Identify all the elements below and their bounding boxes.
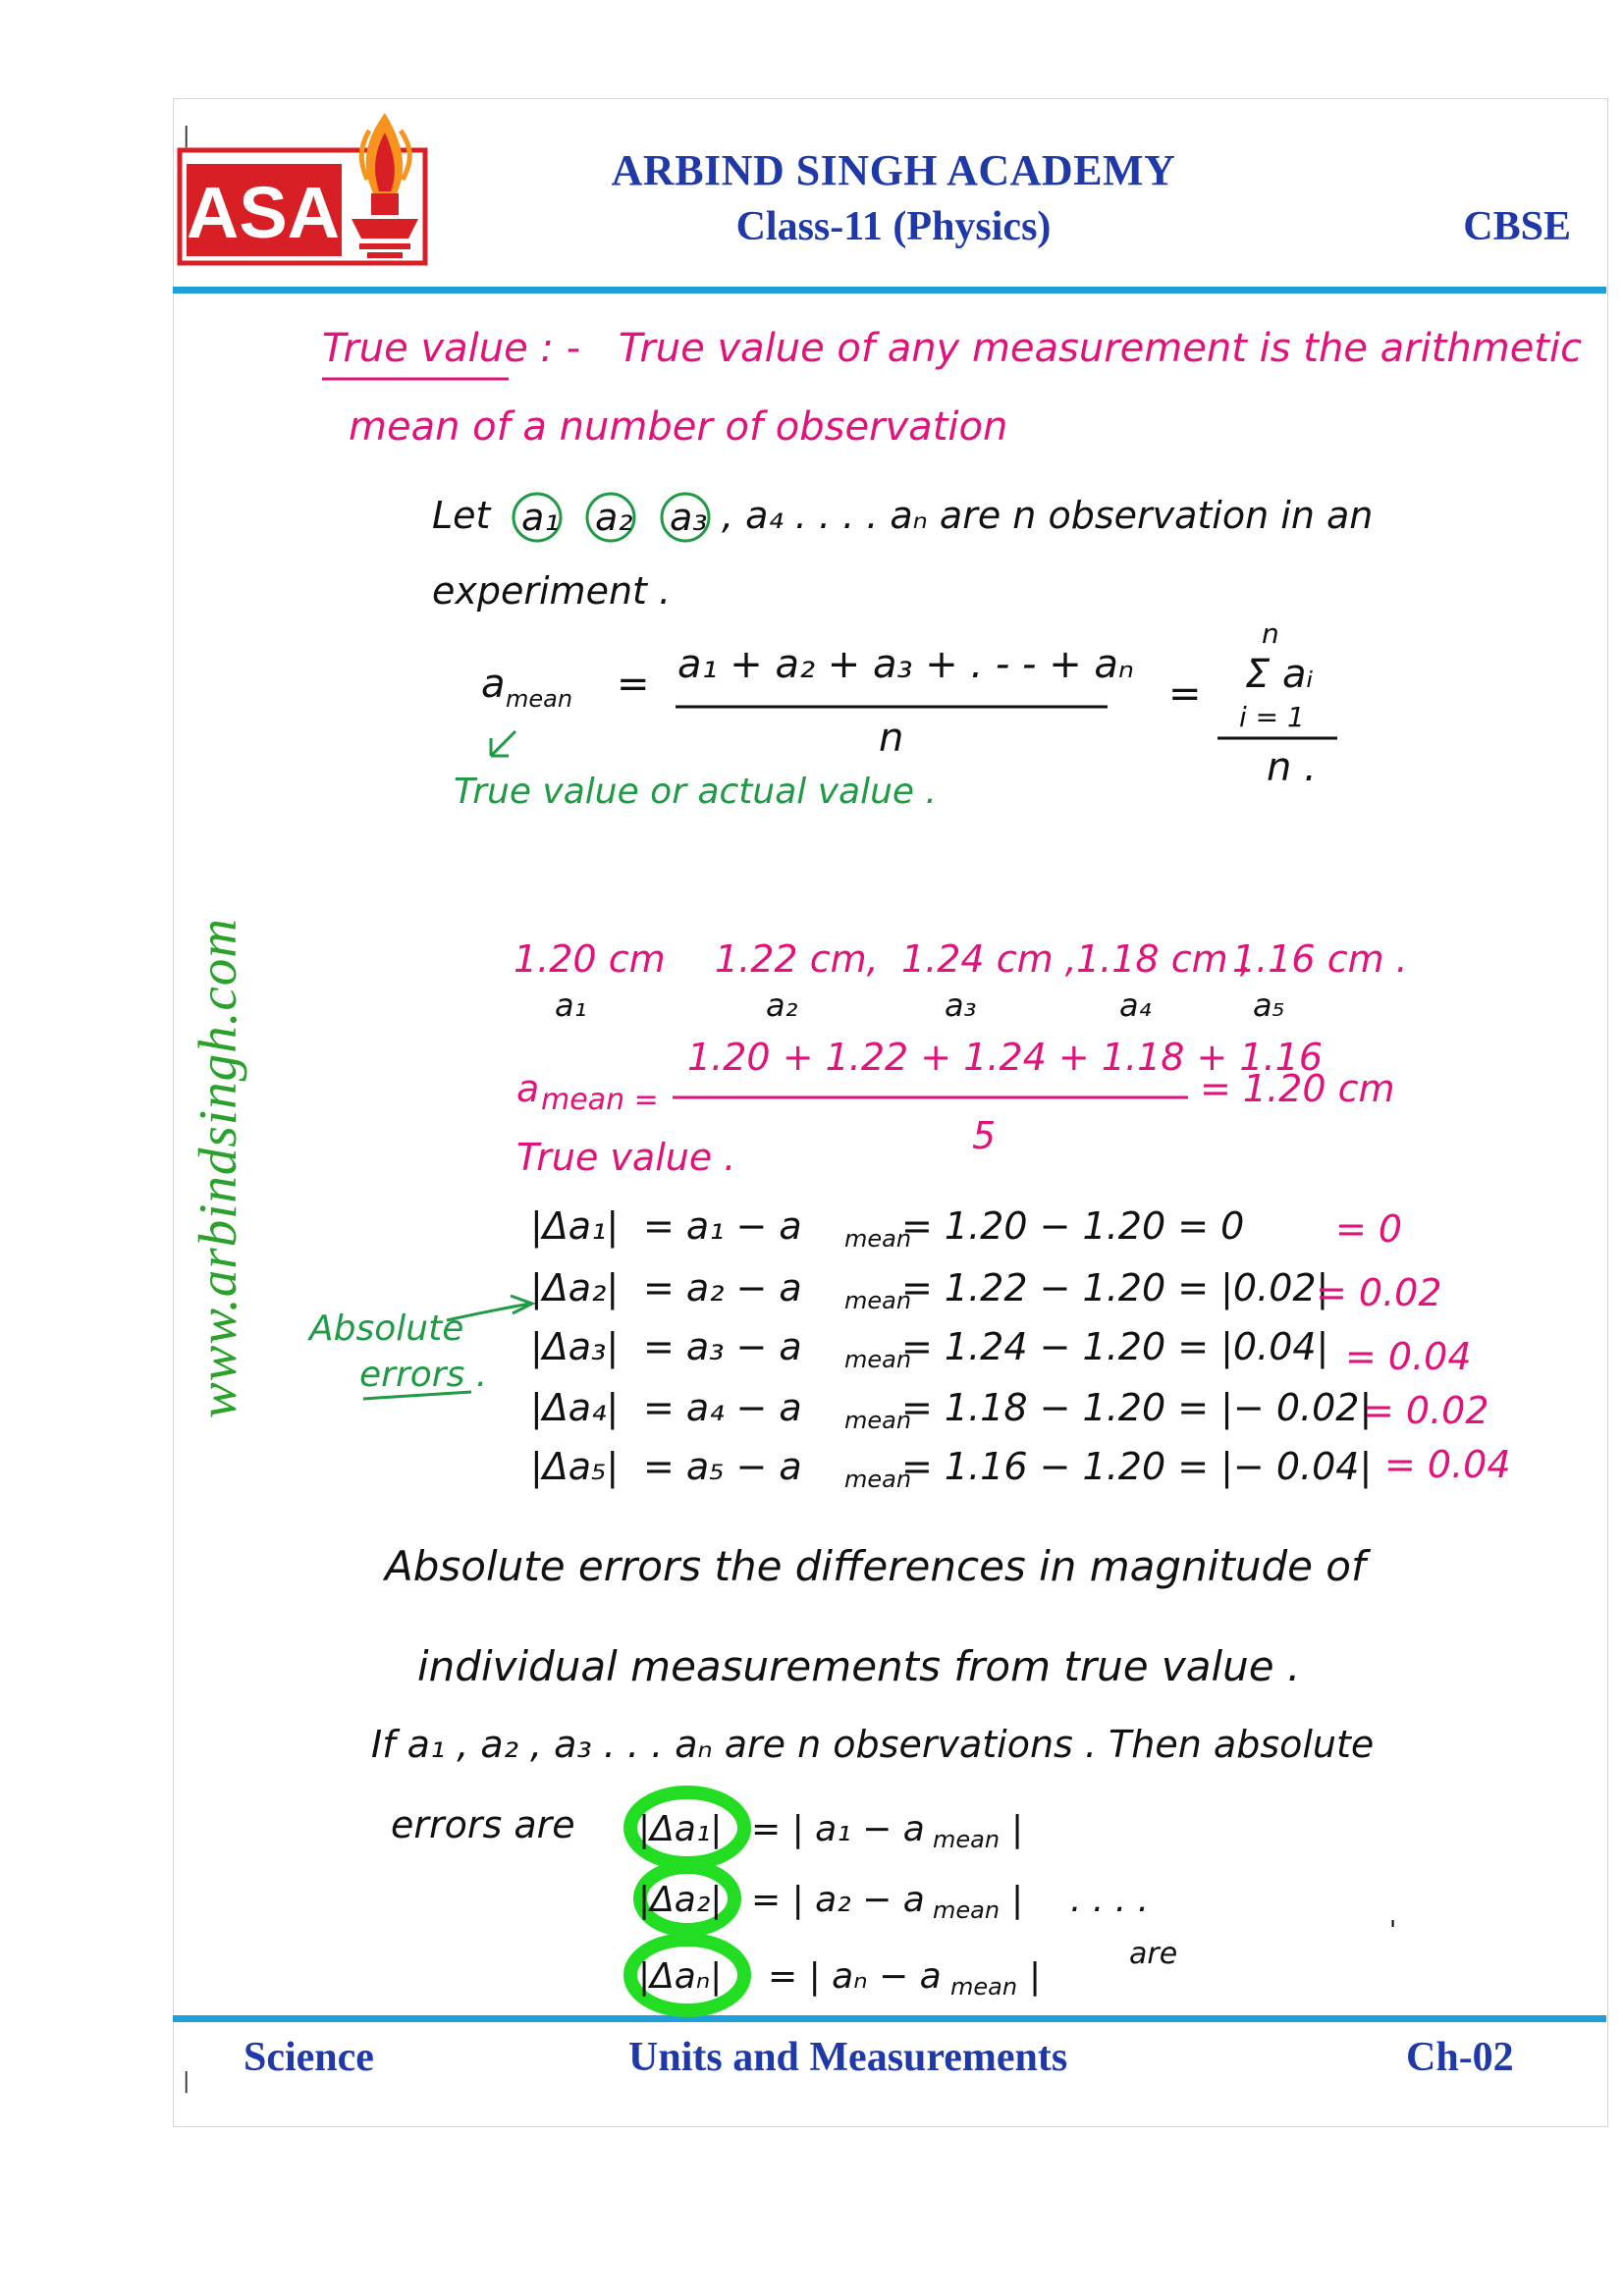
example-value-2: 1.22 cm, [715, 937, 879, 981]
error-expr: = a₃ − a [643, 1325, 802, 1368]
error-sub: mean [844, 1225, 912, 1253]
error-result: = 0.04 [1345, 1335, 1472, 1378]
error-calc: = 1.24 − 1.20 = |0.04| [901, 1325, 1329, 1368]
true-value-definition-line1: True value of any measurement is the arithmetic [619, 326, 1583, 371]
example-numerator: 1.20 + 1.22 + 1.24 + 1.18 + 1.16 [687, 1036, 1324, 1079]
true-value-heading: True value : - [322, 326, 581, 371]
error-result: = 0.02 [1363, 1389, 1489, 1432]
absolute-errors-note-1: Absolute [309, 1308, 464, 1349]
example-value-1: 1.20 cm [514, 937, 666, 981]
let-word: Let [432, 494, 491, 537]
error-result: = 0 [1335, 1207, 1403, 1251]
absolute-errors-note-2: errors . [359, 1355, 488, 1395]
observation-sentence: , a₄ . . . . aₙ are n observation in an [722, 494, 1374, 537]
sigma-denominator: n . [1267, 745, 1317, 790]
footer-subject: Science [243, 2035, 374, 2080]
error-row [530, 1443, 1511, 1493]
true-or-actual-value: True value or actual value . [454, 772, 937, 812]
absolute-errors-definition-1: Absolute errors the differences in magnitude of [385, 1542, 1366, 1590]
sigma-lower: i = 1 [1239, 701, 1305, 733]
error-sub: mean [844, 1287, 912, 1314]
footer-chapter-title: Units and Measurements [628, 2035, 1068, 2080]
example-mean-symbol: a [516, 1067, 540, 1110]
if-observations-line: If a₁ , a₂ , a₃ . . . aₙ are n observations . Then absolute [371, 1723, 1375, 1766]
abs-list-tail: . . . . [1070, 1880, 1150, 1920]
class-subject: Class-11 (Physics) [735, 204, 1052, 249]
error-lhs: |Δa₄| [530, 1386, 620, 1429]
obs-a2: a₂ [595, 496, 633, 539]
logo-text: ASA [186, 172, 341, 253]
error-row [530, 1266, 1442, 1314]
board-label: CBSE [1463, 204, 1571, 249]
amean-symbol: a [481, 662, 506, 707]
example-value-3: 1.24 cm , [901, 937, 1077, 981]
error-expr: = a₂ − a [643, 1266, 802, 1309]
abs-list-rhs: = | aₙ − a [768, 1956, 942, 1997]
abs-list-sub: mean [950, 1973, 1018, 2001]
error-calc: = 1.22 − 1.20 = |0.02| [901, 1266, 1329, 1309]
sigma-expression: Σ aᵢ [1245, 652, 1314, 697]
example-true-value: True value . [516, 1136, 736, 1179]
abs-list-lhs: |Δaₙ| [638, 1956, 723, 1997]
abs-list-end: | [1011, 1880, 1024, 1920]
corner-mark: | [183, 124, 190, 148]
error-result: = 0.02 [1316, 1271, 1442, 1314]
stray-mark: ' [1389, 1916, 1397, 1946]
amean-subscript: mean [506, 685, 573, 713]
example-label-2: a₂ [766, 987, 798, 1024]
sigma-upper: n [1262, 617, 1279, 650]
example-denominator: 5 [972, 1114, 997, 1157]
abs-list-sub: mean [933, 1896, 1001, 1924]
equals-sign: = [617, 662, 650, 707]
example-mean-result: = 1.20 cm [1200, 1067, 1395, 1110]
example-value-4: 1.18 cm , [1076, 937, 1252, 981]
example-label-1: a₁ [555, 987, 587, 1024]
obs-a1: a₁ [521, 496, 560, 539]
academy-title: ARBIND SINGH ACADEMY [611, 146, 1176, 194]
abs-list-lhs: |Δa₁| [638, 1809, 723, 1849]
equals-sign: = [1168, 671, 1202, 717]
error-sub: mean [844, 1466, 912, 1493]
example-label-3: a₃ [945, 987, 977, 1024]
error-sub: mean [844, 1346, 912, 1373]
error-row [530, 1204, 1402, 1253]
abs-list-end: | [1011, 1809, 1024, 1849]
abs-list-lhs: |Δa₂| [638, 1880, 723, 1920]
sum-denominator: n [879, 716, 904, 761]
example-label-4: a₄ [1119, 987, 1152, 1024]
error-expr: = a₄ − a [643, 1386, 802, 1429]
obs-a3: a₃ [670, 496, 708, 539]
error-row [530, 1386, 1489, 1434]
error-calc: = 1.20 − 1.20 = 0 [901, 1204, 1245, 1248]
footer-chapter-number: Ch-02 [1406, 2035, 1514, 2080]
abs-list-rhs: = | a₁ − a [751, 1809, 925, 1849]
example-label-5: a₅ [1253, 987, 1285, 1024]
error-sub: mean [844, 1407, 912, 1434]
true-value-definition-line2: mean of a number of observation [349, 404, 1008, 450]
abs-list-rhs: = | a₂ − a [751, 1880, 925, 1920]
errors-are-label: errors are [391, 1803, 575, 1846]
example-mean-subscript: mean = [541, 1083, 659, 1117]
error-calc: = 1.18 − 1.20 = |− 0.02| [901, 1386, 1373, 1429]
error-lhs: |Δa₁| [530, 1204, 620, 1248]
error-expr: = a₅ − a [643, 1445, 802, 1488]
error-expr: = a₁ − a [643, 1204, 802, 1248]
sum-numerator: a₁ + a₂ + a₃ + . - - + aₙ [677, 642, 1134, 687]
error-rows [530, 1204, 1511, 1493]
experiment-word: experiment . [432, 569, 672, 613]
error-row [530, 1325, 1472, 1378]
error-lhs: |Δa₃| [530, 1325, 620, 1368]
abs-list-tail: are [1129, 1937, 1178, 1971]
website-watermark: www.arbindsingh.com [188, 918, 247, 1418]
abs-list-sub: mean [933, 1826, 1001, 1853]
error-calc: = 1.16 − 1.20 = |− 0.04| [901, 1445, 1373, 1488]
example-value-5: 1.16 cm . [1232, 937, 1408, 981]
error-lhs: |Δa₂| [530, 1266, 620, 1309]
error-result: = 0.04 [1384, 1443, 1511, 1486]
corner-mark: | [183, 2069, 190, 2094]
arrow-icon [491, 731, 515, 756]
abs-list-end: | [1029, 1956, 1042, 1997]
absolute-errors-definition-2: individual measurements from true value . [417, 1642, 1301, 1690]
error-lhs: |Δa₅| [530, 1445, 620, 1488]
